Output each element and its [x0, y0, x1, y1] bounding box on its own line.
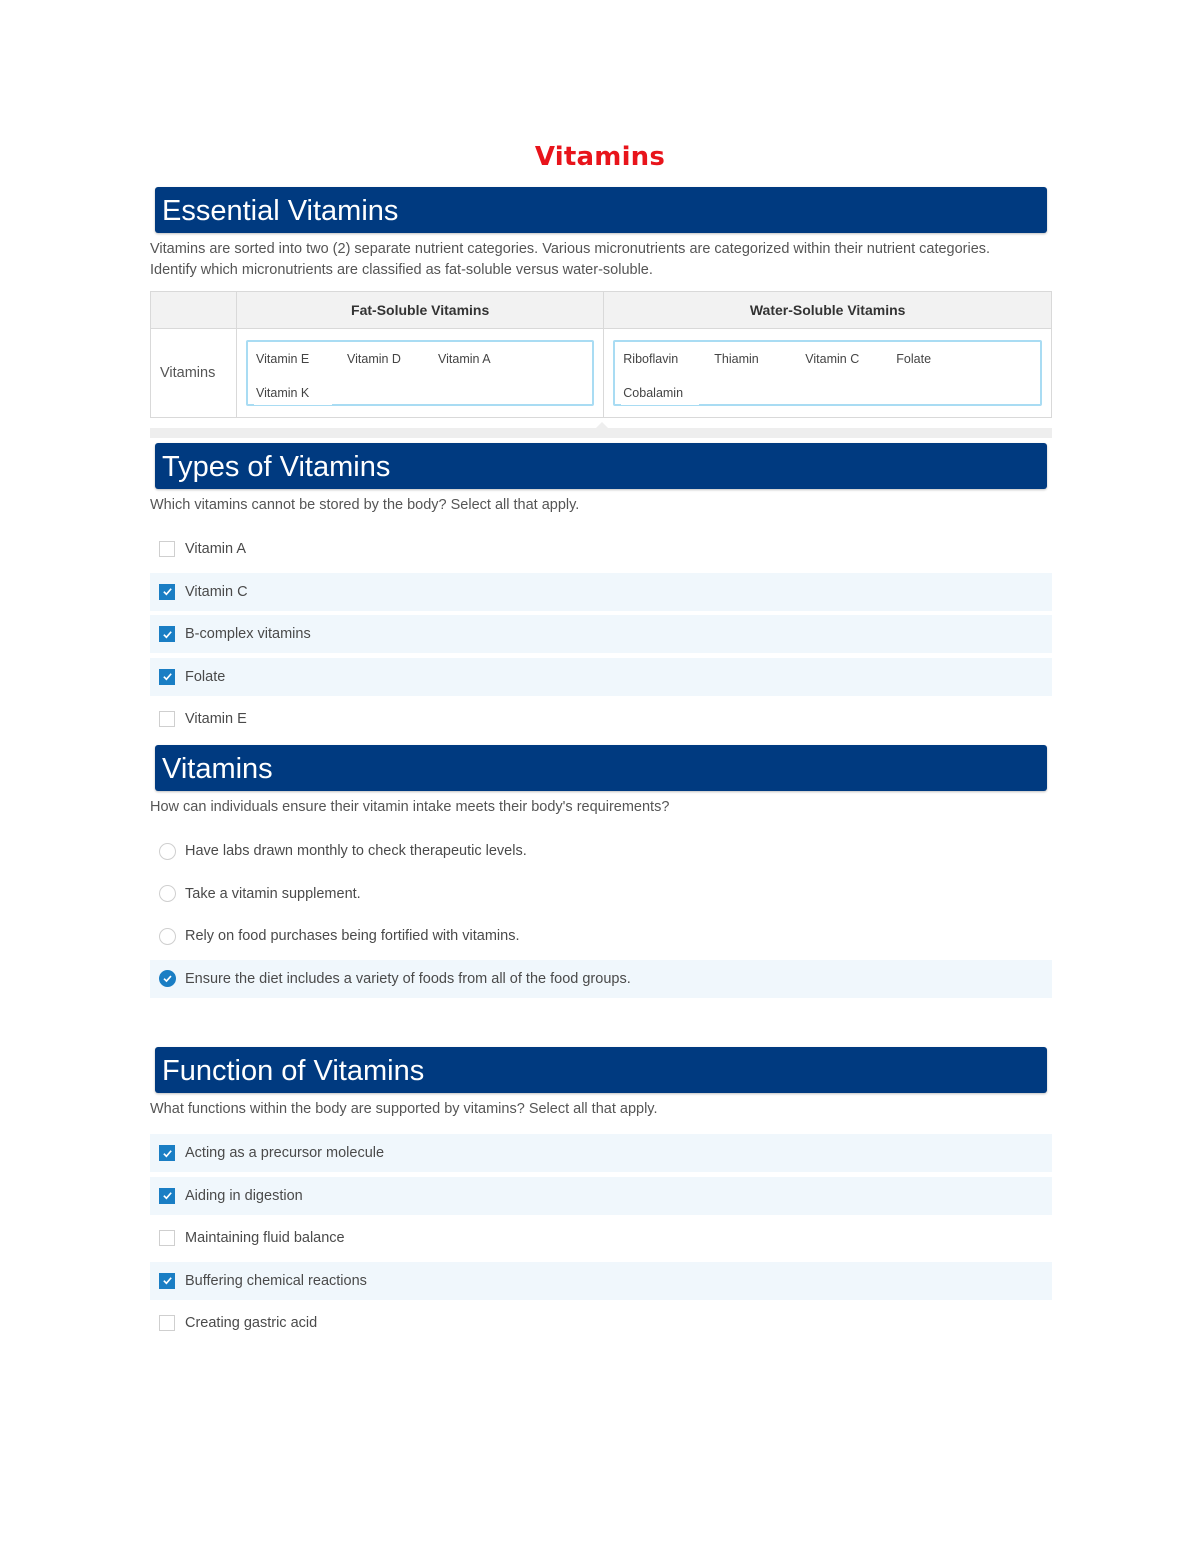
option-row[interactable] — [150, 658, 1052, 696]
checkmark-icon — [162, 1275, 173, 1286]
radio-button[interactable] — [159, 928, 176, 945]
radio-button[interactable] — [159, 970, 176, 987]
question-prompt: How can individuals ensure their vitamin intake meets their body's requirements? — [150, 799, 670, 815]
table-corner-cell — [151, 292, 237, 329]
checkbox-options — [150, 1134, 1052, 1342]
option-row[interactable] — [150, 1304, 1052, 1342]
question-prompt — [150, 239, 1052, 281]
checkbox[interactable] — [159, 711, 175, 727]
prompt-line: Identify which micronutrients are classified as fat-soluble versus water-soluble. — [150, 262, 653, 278]
option-row[interactable] — [150, 700, 1052, 738]
prompt-line: Vitamins are sorted into two (2) separate nutrient categories. Various micronutrients are categorized within their nutrient categories. — [150, 241, 991, 257]
option-row[interactable] — [150, 960, 1052, 998]
column-header-fat-soluble: Fat-Soluble Vitamins — [237, 292, 604, 329]
checkbox[interactable] — [159, 626, 175, 642]
checkmark-icon — [162, 629, 173, 640]
draggable-chip[interactable]: Folate — [894, 347, 972, 371]
option-label: Ensure the diet includes a variety of foods from all of the food groups. — [185, 970, 631, 987]
row-label: Vitamins — [151, 329, 237, 418]
option-row[interactable] — [150, 530, 1052, 568]
draggable-chip[interactable]: Vitamin D — [345, 347, 423, 371]
draggable-chip[interactable]: Riboflavin — [621, 347, 699, 371]
checkmark-icon — [162, 973, 173, 984]
option-label: Maintaining fluid balance — [185, 1230, 345, 1246]
radio-button[interactable] — [159, 843, 176, 860]
option-label: B-complex vitamins — [185, 626, 311, 642]
option-label: Vitamin C — [185, 583, 248, 600]
option-label: Folate — [185, 668, 226, 685]
section-heading: Vitamins — [155, 745, 1047, 791]
option-row[interactable] — [150, 1177, 1052, 1215]
draggable-chip[interactable]: Vitamin A — [436, 347, 514, 371]
checkbox[interactable] — [159, 1145, 175, 1161]
option-row[interactable] — [150, 832, 1052, 870]
checkbox-options — [150, 530, 1052, 738]
section-heading: Types of Vitamins — [155, 443, 1047, 489]
option-row[interactable] — [150, 573, 1052, 611]
option-label: Rely on food purchases being fortified with vitamins. — [185, 928, 520, 944]
option-label: Have labs drawn monthly to check therapeutic levels. — [185, 843, 527, 859]
fat-soluble-dropzone[interactable] — [246, 340, 594, 406]
option-label: Vitamin A — [185, 541, 246, 557]
checkbox[interactable] — [159, 1315, 175, 1331]
option-row[interactable] — [150, 875, 1052, 913]
checkbox[interactable] — [159, 1230, 175, 1246]
checkbox[interactable] — [159, 541, 175, 557]
draggable-chip[interactable]: Cobalamin — [621, 381, 699, 405]
option-row[interactable] — [150, 1134, 1052, 1172]
option-label: Buffering chemical reactions — [185, 1272, 367, 1289]
checkbox[interactable] — [159, 1273, 175, 1289]
table-divider — [150, 428, 1052, 438]
vitamin-intake-section — [150, 745, 1052, 1002]
page-title: Vitamins — [534, 142, 666, 172]
section-heading: Function of Vitamins — [155, 1047, 1047, 1093]
option-label: Creating gastric acid — [185, 1315, 318, 1331]
section-heading: Essential Vitamins — [155, 187, 1047, 233]
option-label: Take a vitamin supplement. — [185, 885, 361, 902]
checkmark-icon — [162, 1190, 173, 1201]
checkbox[interactable] — [159, 584, 175, 600]
draggable-chip[interactable]: Vitamin K — [254, 381, 332, 405]
radio-button[interactable] — [159, 885, 176, 902]
checkmark-icon — [162, 586, 173, 597]
classification-table — [150, 291, 1052, 418]
option-row[interactable] — [150, 917, 1052, 955]
draggable-chip[interactable]: Thiamin — [712, 347, 790, 371]
water-soluble-cell — [604, 329, 1052, 418]
divider-notch — [596, 422, 608, 428]
option-row[interactable] — [150, 615, 1052, 653]
checkbox[interactable] — [159, 1188, 175, 1204]
draggable-chip[interactable]: Vitamin C — [803, 347, 881, 371]
column-header-water-soluble: Water-Soluble Vitamins — [604, 292, 1052, 329]
essential-vitamins-section — [150, 187, 1052, 438]
question-prompt: Which vitamins cannot be stored by the body? Select all that apply. — [150, 497, 580, 513]
checkbox[interactable] — [159, 669, 175, 685]
checkmark-icon — [162, 1148, 173, 1159]
function-of-vitamins-section — [150, 1047, 1052, 1347]
question-prompt: What functions within the body are supported by vitamins? Select all that apply. — [150, 1101, 658, 1117]
water-soluble-dropzone[interactable] — [613, 340, 1042, 406]
option-row[interactable] — [150, 1262, 1052, 1300]
option-label: Aiding in digestion — [185, 1187, 303, 1204]
option-row[interactable] — [150, 1219, 1052, 1257]
radio-options — [150, 832, 1052, 998]
option-label: Acting as a precursor molecule — [185, 1145, 385, 1161]
checkmark-icon — [162, 671, 173, 682]
fat-soluble-cell — [237, 329, 604, 418]
types-of-vitamins-section — [150, 443, 1052, 743]
draggable-chip[interactable]: Vitamin E — [254, 347, 332, 371]
option-label: Vitamin E — [185, 711, 247, 727]
